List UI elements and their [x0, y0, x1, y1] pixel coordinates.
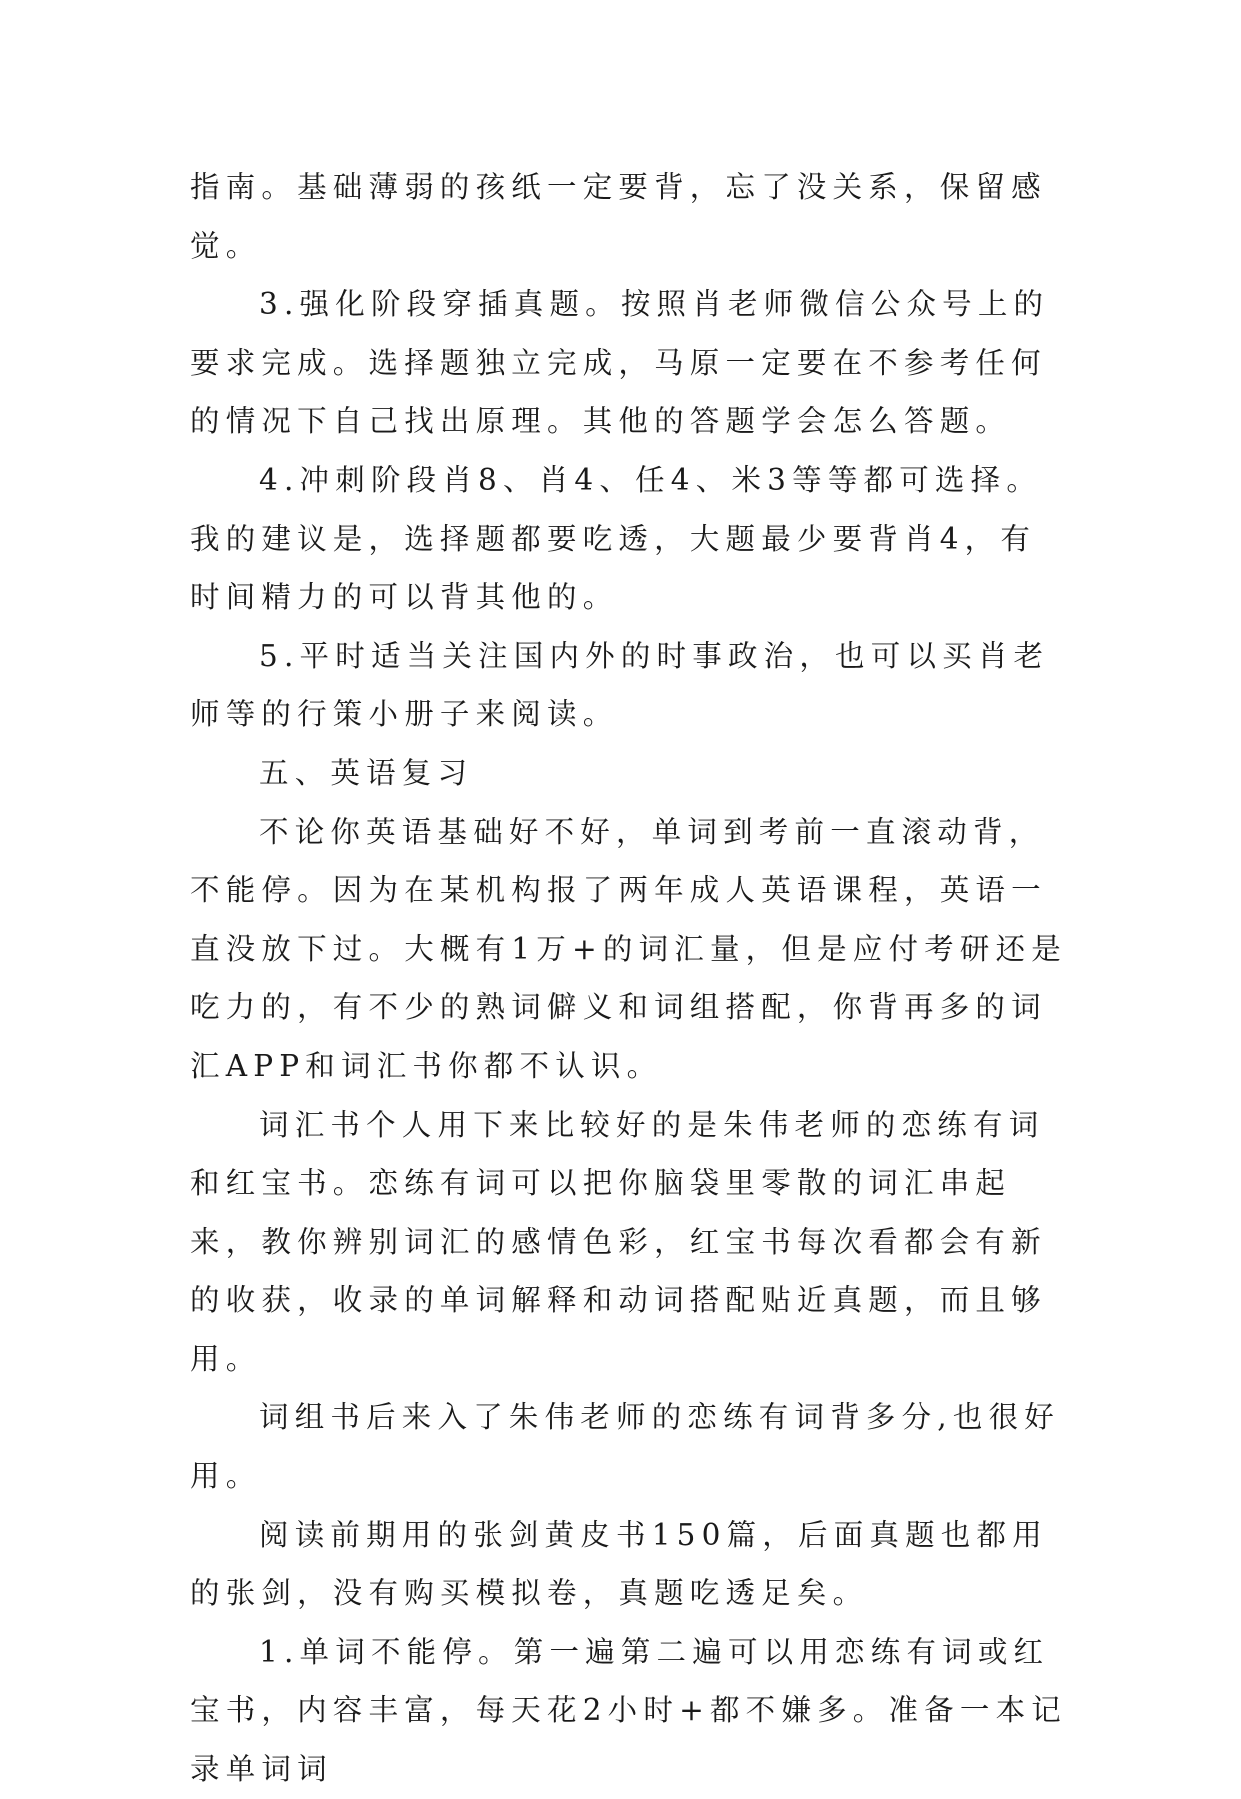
- paragraph-guide-end: 指南。基础薄弱的孩纸一定要背，忘了没关系，保留感觉。: [190, 170, 1047, 263]
- paragraph-item-3: 3.强化阶段穿插真题。按照肖老师微信公众号上的要求完成。选择题独立完成，马原一定要在不参考任何的情况下自己找出原理。其他的答题学会怎么答题。: [190, 287, 1050, 439]
- paragraph-vocab-books: 词汇书个人用下来比较好的是朱伟老师的恋练有词和红宝书。恋练有词可以把你脑袋里零散的词汇串起来，教你辨别词汇的感情色彩，红宝书每次看都会有新的收获，收录的单词解释和动词搭配贴近真题，而且够用。: [190, 1107, 1047, 1376]
- paragraph-reading: 阅读前期用的张剑黄皮书150篇，后面真题也都用的张剑，没有购买模拟卷，真题吃透足矣。: [190, 1517, 1048, 1611]
- paragraph-vocab-intro: 不论你英语基础好不好，单词到考前一直滚动背，不能停。因为在某机构报了两年成人英语课程，英语一直没放下过。大概有1万+的词汇量，但是应付考研还是吃力的，有不少的熟词僻义和词组搭配，你背再多的词汇APP和词汇书你都不认识。: [190, 814, 1067, 1083]
- paragraph-item-1-words: 1.单词不能停。第一遍第二遍可以用恋练有词或红宝书，内容丰富，每天花2小时+都不嫌多。准备一本记录单词词: [190, 1634, 1067, 1787]
- paragraph-phrase-book: 词组书后来入了朱伟老师的恋练有词背多分,也很好用。: [190, 1400, 1060, 1494]
- paragraph-item-4: 4.冲刺阶段肖8、肖4、任4、米3等等都可选择。我的建议是，选择题都要吃透，大题最少要背肖4，有时间精力的可以背其他的。: [190, 462, 1043, 615]
- body-text: [190, 158, 1070, 1799]
- section-heading-english: 五、英语复习: [259, 755, 474, 790]
- paragraph-item-5: 5.平时适当关注国内外的时事政治，也可以买肖老师等的行策小册子来阅读。: [190, 638, 1050, 732]
